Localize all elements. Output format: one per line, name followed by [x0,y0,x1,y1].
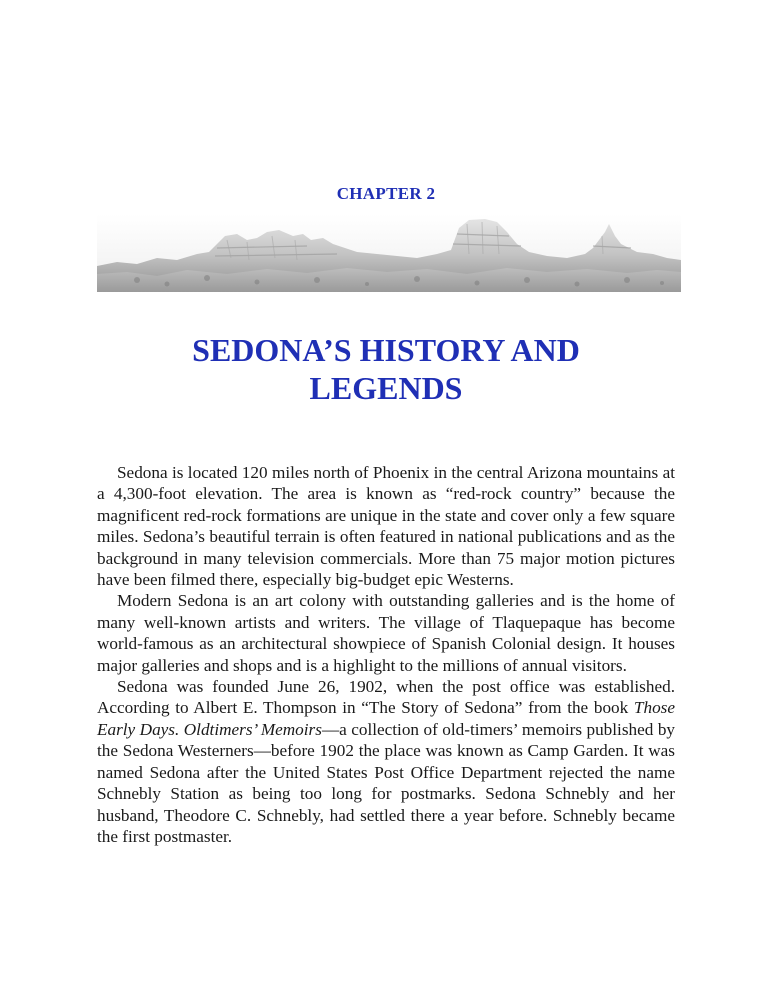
chapter-title [0,331,772,407]
chapter-label: CHAPTER 2 [336,184,436,203]
body-text [97,462,675,847]
chapter-title-line-1: SEDONA’S HISTORY AND [192,332,580,368]
red-rock-landscape-image [97,214,681,292]
paragraph-1: Sedona is located 120 miles north of Phoenix in the central Arizona mountains at a 4,300-foot elevation. The area is known as “red-rock country” because the magnificent red-rock formations are unique in the state and cover only a few square miles. Sedona’s beautiful terrain is often featured in national publications and as the background in many television commercials. More than 75 major motion pictures have been filmed there, especially big-budget epic Westerns. [97,463,675,590]
paragraph-3-part-1: Sedona was founded June 26, 1902, when the post office was established. According to Albert E. Thompson in “The Story of Sedona” from the book [97,677,675,718]
paragraph-3-part-2: —a collection of old-timers’ memoirs published by the Sedona Westerners—before 1902 the place was known as Camp Garden. It was named Sedona after the United States Post Office Department rejected the name Schnebly Station as being too long for postmarks. Sedona Schnebly and her husband, Theodore C. Schnebly, had settled there a year before. Schnebly became the first postmaster. [97,719,676,846]
landscape-banner [97,214,681,292]
paragraph-3 [97,676,675,847]
book-title: Those Early Days. Oldtimers’ Memoirs [97,698,675,739]
chapter-title-line-2: LEGENDS [309,370,463,406]
paragraph-2: Modern Sedona is an art colony with outstanding galleries and is the home of many well-known artists and writers. The village of Tlaquepaque has become world-famous as an architectural showpiece of Spanish Colonial design. It houses major galleries and shops and is a highlight to the millions of annual visitors. [97,591,675,675]
